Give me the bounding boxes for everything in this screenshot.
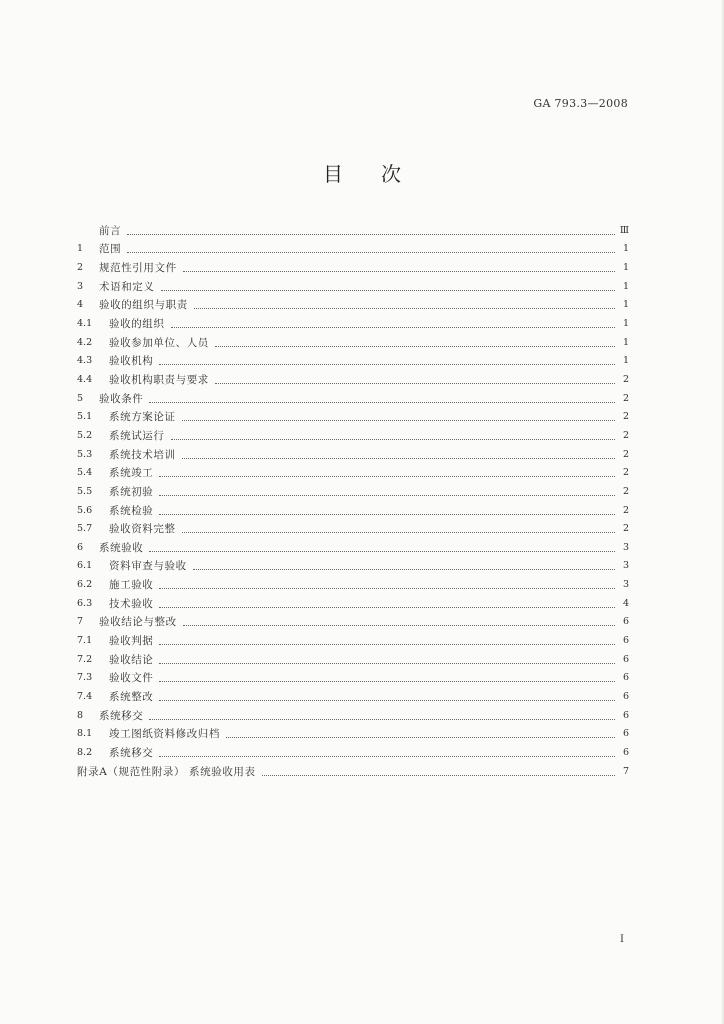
toc-entry-page: 1 — [622, 299, 629, 311]
toc-entry-page: 2 — [622, 448, 629, 460]
dot-leader — [182, 457, 615, 459]
toc-entry-page: 2 — [622, 373, 629, 385]
toc-entry-label: 技术验收 — [109, 597, 154, 610]
toc-entry-page: 1 — [622, 336, 629, 348]
toc-entry — [77, 349, 629, 368]
toc-entry-page: 3 — [622, 560, 629, 572]
dot-leader — [183, 270, 615, 272]
toc-entry-label: 前言 — [99, 224, 122, 237]
toc-entry-number: 4.4 — [77, 373, 93, 385]
toc-entry — [77, 628, 629, 647]
dot-leader — [226, 736, 615, 738]
toc-entry-number: 8 — [77, 709, 84, 721]
toc-entry — [77, 666, 629, 685]
toc-entry-page: 2 — [622, 485, 629, 497]
dot-leader — [159, 587, 615, 589]
toc-entry-page: 1 — [622, 317, 629, 329]
dot-leader — [159, 606, 615, 608]
dot-leader — [159, 475, 615, 477]
toc-entry-page: 4 — [622, 597, 629, 609]
toc-entry — [77, 423, 629, 442]
toc-entry — [77, 218, 629, 237]
toc-entry-label: 验收结论 — [109, 653, 154, 666]
toc-entry-number: 8.1 — [77, 728, 93, 740]
toc-entry-page: 3 — [622, 541, 629, 553]
dot-leader — [171, 438, 616, 440]
toc-entry-label: 附录A（规范性附录） 系统验收用表 — [77, 765, 256, 778]
dot-leader — [182, 419, 615, 421]
toc-entry-page: 6 — [622, 691, 629, 703]
dot-leader — [159, 494, 615, 496]
toc-entry-page: 6 — [622, 653, 629, 665]
toc-entry-page: 3 — [622, 579, 629, 591]
toc-entry-label: 系统移交 — [99, 709, 144, 722]
toc-entry-number: 7.3 — [77, 672, 93, 684]
toc-entry-page: 6 — [622, 709, 629, 721]
toc-entry — [77, 722, 629, 741]
toc-entry — [77, 554, 629, 573]
toc-entry-number: 5.3 — [77, 448, 93, 460]
toc-entry-label: 系统验收 — [99, 541, 144, 554]
dot-leader — [193, 568, 615, 570]
dot-leader — [127, 233, 615, 235]
dot-leader — [171, 326, 616, 328]
toc-entry-number: 5.4 — [77, 467, 93, 479]
toc-entry-label: 系统竣工 — [109, 467, 154, 480]
toc-entry-page: 2 — [622, 523, 629, 535]
toc-entry-number: 5 — [77, 392, 84, 404]
toc-entry-number: 5.1 — [77, 411, 93, 423]
toc-entry — [77, 442, 629, 461]
toc-entry-number: 5.5 — [77, 485, 93, 497]
dot-leader — [215, 345, 615, 347]
page-title: 目次 — [323, 162, 439, 186]
toc-entry-page: 2 — [622, 411, 629, 423]
toc-entry — [77, 535, 629, 554]
toc-entry-number: 7.2 — [77, 653, 93, 665]
toc-entry-number: 4.3 — [77, 355, 93, 367]
toc-entry-label: 验收的组织 — [109, 317, 165, 330]
toc-entry-label: 验收判据 — [109, 635, 154, 648]
toc-entry — [77, 572, 629, 591]
toc-entry-label: 验收结论与整改 — [99, 616, 177, 629]
dot-leader — [159, 662, 615, 664]
dot-leader — [159, 755, 615, 757]
toc-entry — [77, 293, 629, 312]
toc-entry — [77, 498, 629, 517]
dot-leader — [159, 363, 615, 365]
toc-entry-page: 1 — [622, 243, 629, 255]
toc-entry-label: 系统方案论证 — [109, 411, 176, 424]
toc-entry-page: Ⅲ — [619, 224, 629, 236]
toc-entry — [77, 517, 629, 536]
toc-entry-label: 验收参加单位、人员 — [109, 336, 209, 349]
toc-entry-number: 6.1 — [77, 560, 93, 572]
dot-leader — [127, 251, 615, 253]
dot-leader — [215, 382, 615, 384]
toc-entry-label: 系统初验 — [109, 485, 154, 498]
dot-leader — [149, 550, 615, 552]
toc-entry-label: 验收文件 — [109, 672, 154, 685]
toc-entry-label: 资料审查与验收 — [109, 560, 187, 573]
toc-entry-number: 5.7 — [77, 523, 93, 535]
toc-entry-number: 6.2 — [77, 579, 93, 591]
page-number: I — [620, 934, 624, 945]
toc-entry — [77, 591, 629, 610]
toc-entry-number: 7.4 — [77, 691, 93, 703]
toc-entry — [77, 479, 629, 498]
dot-leader — [183, 624, 615, 626]
dot-leader — [262, 774, 615, 776]
dot-leader — [149, 401, 615, 403]
toc-entry-page: 1 — [622, 355, 629, 367]
toc-entry — [77, 740, 629, 759]
toc-entry-label: 系统试运行 — [109, 429, 165, 442]
toc-entry-label: 验收的组织与职责 — [99, 299, 188, 312]
toc-entry — [77, 703, 629, 722]
toc-entry-number: 5.6 — [77, 504, 93, 516]
toc-entry-label: 验收资料完整 — [109, 523, 176, 536]
toc-entry-number: 3 — [77, 280, 84, 292]
toc-entry-page: 2 — [622, 429, 629, 441]
toc-entry — [77, 759, 629, 778]
toc-entry-label: 验收机构职责与要求 — [109, 373, 209, 386]
toc-entry-number: 2 — [77, 261, 84, 273]
toc-entry-page: 1 — [622, 280, 629, 292]
toc-entry — [77, 610, 629, 629]
toc-entry-page: 6 — [622, 747, 629, 759]
toc-entry-label: 竣工图纸资料修改归档 — [109, 728, 220, 741]
toc-entry — [77, 461, 629, 480]
toc-entry-number: 4.1 — [77, 317, 93, 329]
toc-entry-number: 7.1 — [77, 635, 93, 647]
toc-entry-label: 系统技术培训 — [109, 448, 176, 461]
toc-entry-number: 4.2 — [77, 336, 93, 348]
table-of-contents — [77, 218, 629, 778]
toc-entry — [77, 311, 629, 330]
toc-entry — [77, 405, 629, 424]
dot-leader — [159, 513, 615, 515]
toc-entry-page: 2 — [622, 392, 629, 404]
toc-entry — [77, 255, 629, 274]
toc-entry-label: 规范性引用文件 — [99, 261, 177, 274]
toc-entry-page: 6 — [622, 616, 629, 628]
toc-entry-number: 6 — [77, 541, 84, 553]
toc-entry-page: 6 — [622, 728, 629, 740]
toc-entry-page: 6 — [622, 672, 629, 684]
dot-leader — [149, 718, 615, 720]
dot-leader — [194, 307, 615, 309]
toc-entry-page: 7 — [622, 765, 629, 777]
dot-leader — [159, 680, 615, 682]
toc-entry-number: 7 — [77, 616, 84, 628]
toc-entry-label: 施工验收 — [109, 579, 154, 592]
toc-entry-label: 系统检验 — [109, 504, 154, 517]
toc-entry-label: 范围 — [99, 243, 122, 256]
dot-leader — [182, 531, 615, 533]
toc-entry-number: 5.2 — [77, 429, 93, 441]
toc-entry-number: 4 — [77, 299, 84, 311]
toc-entry-label: 系统移交 — [109, 747, 154, 760]
toc-entry-number: 1 — [77, 243, 84, 255]
toc-entry — [77, 237, 629, 256]
toc-entry-page: 6 — [622, 635, 629, 647]
dot-leader — [159, 643, 615, 645]
toc-entry-label: 验收机构 — [109, 355, 154, 368]
toc-entry-page: 1 — [622, 261, 629, 273]
document-code: GA 793.3—2008 — [533, 97, 628, 110]
toc-entry-label: 系统整改 — [109, 691, 154, 704]
toc-entry — [77, 330, 629, 349]
dot-leader — [159, 699, 615, 701]
toc-entry — [77, 684, 629, 703]
toc-entry-page: 2 — [622, 467, 629, 479]
toc-entry — [77, 274, 629, 293]
toc-entry-label: 验收条件 — [99, 392, 144, 405]
toc-entry — [77, 386, 629, 405]
toc-entry — [77, 647, 629, 666]
toc-entry-label: 术语和定义 — [99, 280, 155, 293]
toc-entry — [77, 367, 629, 386]
toc-entry-page: 2 — [622, 504, 629, 516]
toc-entry-number: 6.3 — [77, 597, 93, 609]
dot-leader — [161, 289, 616, 291]
toc-entry-number: 8.2 — [77, 747, 93, 759]
